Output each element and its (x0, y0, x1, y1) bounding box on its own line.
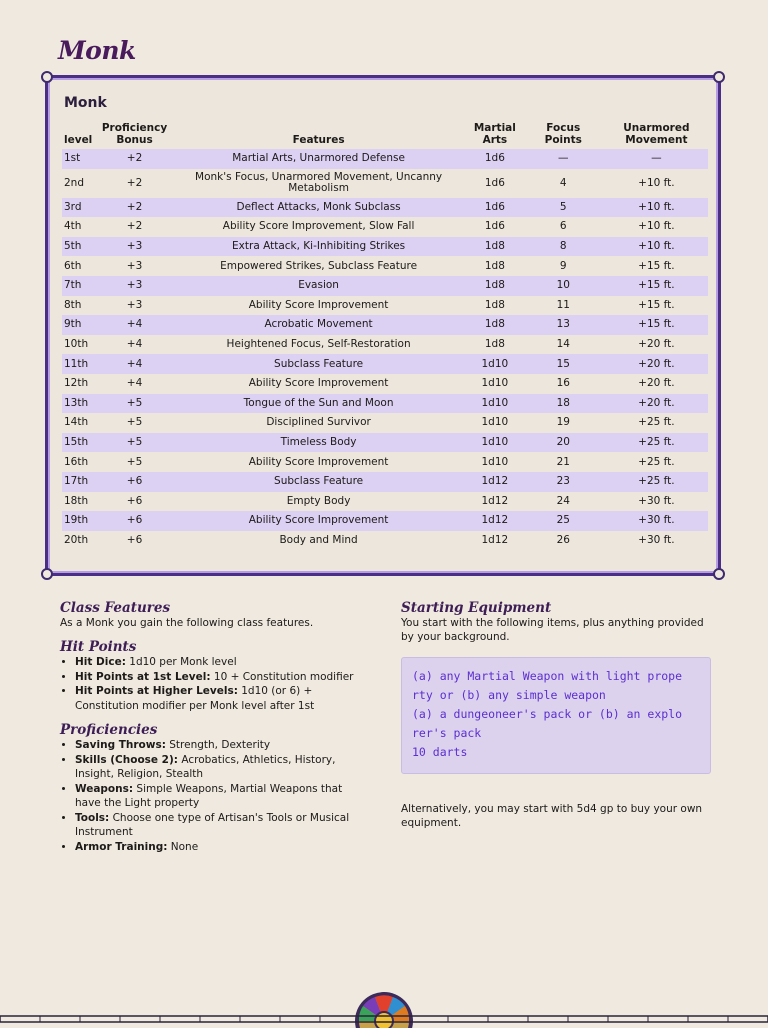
table-row (62, 169, 708, 198)
cell-level: 7th (62, 276, 100, 296)
cell-focus-points: 6 (559, 220, 567, 233)
list-item-text: Choose one type of Artisan's Tools or Musical Instrument (75, 811, 350, 838)
cell-unarmored-movement: +20 ft. (638, 338, 675, 351)
cell-features: Ability Score Improvement (248, 455, 389, 468)
header-proficiency-bonus (100, 122, 169, 149)
header-line: Proficiency (101, 122, 168, 134)
cell-focus-points: 16 (556, 377, 570, 390)
table-row (62, 413, 708, 433)
table-row (62, 531, 708, 551)
list-item-label: Armor Training: (75, 840, 168, 853)
list-item-label: Skills (Choose 2): (75, 753, 178, 766)
cell-level: 4th (64, 220, 82, 233)
equipment-line: rer's pack (412, 726, 482, 740)
cell-proficiency-bonus: +5 (126, 416, 143, 429)
header-line: Movement (625, 134, 688, 146)
page-title: Monk (58, 36, 136, 65)
list-item-label: Weapons: (75, 782, 134, 795)
cell-proficiency-bonus: +5 (100, 394, 169, 414)
header-unarmored-movement (605, 122, 708, 149)
cell-proficiency-bonus: +6 (126, 533, 143, 546)
cell-level: 17th (62, 472, 100, 492)
cell-martial-arts: 1d6 (468, 198, 522, 218)
cell-level: 19th (62, 511, 100, 531)
list-item-label: Hit Dice: (75, 656, 126, 668)
cell-level: 12th (64, 377, 89, 390)
cell-features: Ability Score Improvement (248, 298, 389, 311)
cell-focus-points: — (522, 149, 605, 169)
cell-features: Subclass Feature (169, 354, 468, 374)
cell-martial-arts: 1d10 (481, 455, 509, 468)
table-row (62, 315, 708, 335)
frame-corner-ornament (41, 568, 53, 580)
equipment-line: (a) any Martial Weapon with light prope (412, 669, 683, 683)
list-item-text: 1d10 (or 6) + Constitution modifier per Monk level after 1st (75, 685, 315, 712)
cell-focus-points: 26 (556, 533, 570, 546)
cell-focus-points: 5 (522, 198, 605, 218)
cell-features: Evasion (169, 276, 468, 296)
table-row (62, 354, 708, 374)
cell-focus-points: 15 (522, 354, 605, 374)
cell-focus-points: 14 (556, 338, 570, 351)
table-row (62, 237, 708, 257)
cell-features: Ability Score Improvement, Slow Fall (222, 220, 415, 233)
cell-martial-arts: 1d8 (484, 298, 505, 311)
cell-level: 20th (64, 533, 89, 546)
cell-level: 15th (62, 433, 100, 453)
hit-points-heading: Hit Points (60, 639, 137, 655)
cell-unarmored-movement: +25 ft. (605, 433, 708, 453)
cell-focus-points: 8 (522, 237, 605, 257)
cell-unarmored-movement: +10 ft. (605, 198, 708, 218)
class-table-frame (45, 75, 721, 576)
cell-proficiency-bonus: +3 (126, 259, 143, 272)
equipment-line: rty or (b) any simple weapon (412, 688, 606, 702)
table-row (62, 335, 708, 355)
bottom-border-decoration (0, 1014, 768, 1024)
cell-proficiency-bonus: +6 (100, 511, 169, 531)
header-level: level (64, 134, 93, 146)
cell-features: Monk's Focus, Unarmored Movement, Uncanny Metabolism (195, 171, 443, 195)
cell-features: Subclass Feature (169, 472, 468, 492)
cell-martial-arts: 1d10 (481, 377, 509, 390)
cell-level: 8th (64, 298, 82, 311)
cell-proficiency-bonus: +4 (126, 377, 143, 390)
equipment-line: (a) a dungeoneer's pack or (b) an explo (412, 707, 683, 721)
table-title: Monk (64, 95, 107, 111)
cell-martial-arts: 1d8 (468, 237, 522, 257)
cell-proficiency-bonus: +5 (100, 433, 169, 453)
list-item-label: Hit Points at Higher Levels: (75, 685, 238, 697)
cell-proficiency-bonus: +5 (126, 455, 143, 468)
header-line: Martial (473, 122, 516, 134)
cell-unarmored-movement: +30 ft. (638, 533, 675, 546)
cell-unarmored-movement: +15 ft. (638, 259, 675, 272)
cell-martial-arts: 1d6 (484, 220, 505, 233)
cell-martial-arts: 1d8 (484, 338, 505, 351)
cell-level: 11th (62, 354, 100, 374)
cell-features: Empty Body (286, 494, 351, 507)
cell-focus-points: 13 (522, 315, 605, 335)
cell-focus-points: 21 (556, 455, 570, 468)
cell-focus-points: 24 (556, 494, 570, 507)
table-row (62, 198, 708, 218)
frame-corner-ornament (713, 71, 725, 83)
cell-features: Disciplined Survivor (266, 416, 371, 429)
cell-level: 14th (64, 416, 89, 429)
cell-focus-points: 11 (556, 298, 570, 311)
right-column (401, 600, 711, 830)
cell-focus-points: 25 (522, 511, 605, 531)
table-row (62, 296, 708, 316)
table-row (62, 394, 708, 414)
cell-proficiency-bonus: +3 (126, 298, 143, 311)
table-row (62, 452, 708, 472)
list-item-text: None (167, 840, 199, 853)
table-row (62, 472, 708, 492)
cell-martial-arts: 1d12 (481, 533, 509, 546)
header-focus-points (522, 122, 605, 149)
frame-corner-ornament (41, 71, 53, 83)
table-row (62, 149, 708, 169)
cell-level: 5th (62, 237, 100, 257)
cell-unarmored-movement: +15 ft. (638, 298, 675, 311)
proficiency-item (75, 738, 360, 753)
cell-level: 16th (64, 455, 89, 468)
cell-proficiency-bonus: +2 (100, 149, 169, 169)
list-item-text: Strength, Dexterity (165, 739, 271, 751)
list-item-label: Saving Throws: (75, 739, 166, 751)
cell-features: Deflect Attacks, Monk Subclass (169, 198, 468, 218)
cell-martial-arts: 1d8 (484, 259, 505, 272)
monk-level-table (62, 122, 708, 550)
proficiency-item (75, 753, 360, 782)
cell-unarmored-movement: +30 ft. (638, 494, 675, 507)
cell-level: 2nd (64, 176, 85, 189)
alternative-gold-text: Alternatively, you may start with 5d4 gp to buy your own equipment. (401, 803, 703, 829)
cell-unarmored-movement: +25 ft. (638, 416, 675, 429)
table-row (62, 217, 708, 237)
cell-martial-arts: 1d10 (468, 354, 522, 374)
cell-level: 18th (64, 494, 89, 507)
cell-features: Martial Arts, Unarmored Defense (169, 149, 468, 169)
starting-equipment-intro: You start with the following items, plus anything provided by your background. (401, 617, 704, 643)
starting-equipment-heading: Starting Equipment (401, 600, 552, 616)
cell-martial-arts: 1d10 (468, 433, 522, 453)
cell-martial-arts: 1d8 (468, 315, 522, 335)
cell-focus-points: 10 (522, 276, 605, 296)
cell-martial-arts: 1d8 (468, 276, 522, 296)
cell-level: 9th (62, 315, 100, 335)
hit-points-item (75, 670, 360, 685)
list-item-text: 1d10 per Monk level (125, 656, 237, 668)
cell-unarmored-movement: +20 ft. (605, 354, 708, 374)
hit-points-item (75, 655, 360, 670)
cell-unarmored-movement: +10 ft. (638, 220, 675, 233)
cell-unarmored-movement: — (605, 149, 708, 169)
header-line: Focus (546, 122, 581, 134)
cell-unarmored-movement: +10 ft. (605, 237, 708, 257)
cell-level: 1st (62, 149, 100, 169)
proficiency-item (75, 782, 360, 811)
cell-martial-arts: 1d10 (481, 416, 509, 429)
cell-unarmored-movement: +25 ft. (638, 455, 675, 468)
cell-focus-points: 19 (556, 416, 570, 429)
proficiency-item (75, 840, 360, 855)
header-line: Arts (482, 134, 508, 146)
cell-focus-points: 18 (522, 394, 605, 414)
list-item-label: Hit Points at 1st Level: (75, 670, 211, 683)
cell-features: Empowered Strikes, Subclass Feature (220, 259, 418, 272)
cell-proficiency-bonus: +2 (126, 220, 143, 233)
cell-features: Ability Score Improvement (248, 377, 389, 390)
cell-proficiency-bonus: +3 (100, 276, 169, 296)
table-row (62, 511, 708, 531)
cell-proficiency-bonus: +3 (100, 237, 169, 257)
cell-focus-points: 20 (522, 433, 605, 453)
frame-corner-ornament (713, 568, 725, 580)
list-item-text: 10 + Constitution modifier (210, 670, 354, 683)
hit-points-item (75, 684, 360, 713)
cell-martial-arts: 1d12 (468, 472, 522, 492)
cell-features: Acrobatic Movement (169, 315, 468, 335)
cell-unarmored-movement: +15 ft. (605, 276, 708, 296)
cell-proficiency-bonus: +4 (100, 315, 169, 335)
cell-proficiency-bonus: +6 (100, 472, 169, 492)
left-column (60, 600, 360, 854)
cell-features: Tongue of the Sun and Moon (169, 394, 468, 414)
header-martial-arts (468, 122, 522, 149)
header-line: Points (544, 134, 582, 146)
cell-martial-arts: 1d12 (468, 511, 522, 531)
cell-proficiency-bonus: +2 (100, 198, 169, 218)
header-line: Bonus (116, 134, 153, 146)
cell-unarmored-movement: +30 ft. (605, 511, 708, 531)
cell-unarmored-movement: +15 ft. (605, 315, 708, 335)
cell-focus-points: 23 (522, 472, 605, 492)
class-features-intro: As a Monk you gain the following class features. (60, 617, 314, 629)
cell-features: Extra Attack, Ki-Inhibiting Strikes (169, 237, 468, 257)
cell-proficiency-bonus: +4 (126, 338, 143, 351)
proficiency-item (75, 811, 360, 840)
list-item-text: Acrobatics, Athletics, History, Insight, Religion, Stealth (75, 753, 336, 780)
hit-points-list (60, 655, 360, 713)
list-item-text: Simple Weapons, Martial Weapons that have the Light property (75, 782, 343, 809)
cell-martial-arts: 1d6 (484, 176, 505, 189)
cell-level: 6th (64, 259, 82, 272)
cell-martial-arts: 1d6 (468, 149, 522, 169)
proficiencies-heading: Proficiencies (60, 722, 158, 738)
cell-martial-arts: 1d12 (481, 494, 509, 507)
table-row (62, 492, 708, 512)
cell-focus-points: 9 (559, 259, 567, 272)
cell-proficiency-bonus: +2 (126, 176, 143, 189)
cell-features: Ability Score Improvement (169, 511, 468, 531)
list-item-label: Tools: (75, 811, 110, 824)
header-line: Unarmored (623, 122, 690, 134)
cell-level: 3rd (62, 198, 100, 218)
equipment-line: 10 darts (412, 745, 468, 759)
cell-unarmored-movement: +10 ft. (638, 176, 675, 189)
table-body (62, 149, 708, 550)
cell-focus-points: 4 (559, 176, 567, 189)
cell-martial-arts: 1d10 (468, 394, 522, 414)
cell-features: Heightened Focus, Self-Restoration (226, 338, 411, 351)
table-row (62, 433, 708, 453)
cell-features: Timeless Body (169, 433, 468, 453)
table-row (62, 276, 708, 296)
header-features: Features (292, 134, 345, 146)
cell-features: Body and Mind (279, 533, 358, 546)
cell-level: 10th (64, 338, 89, 351)
cell-unarmored-movement: +25 ft. (605, 472, 708, 492)
equipment-code-box (401, 657, 711, 774)
cell-level: 13th (62, 394, 100, 414)
class-features-heading: Class Features (60, 600, 171, 616)
proficiencies-list (60, 738, 360, 854)
cell-proficiency-bonus: +6 (126, 494, 143, 507)
cell-unarmored-movement: +20 ft. (605, 394, 708, 414)
cell-proficiency-bonus: +4 (100, 354, 169, 374)
cell-unarmored-movement: +20 ft. (638, 377, 675, 390)
table-row (62, 256, 708, 276)
table-row (62, 374, 708, 394)
